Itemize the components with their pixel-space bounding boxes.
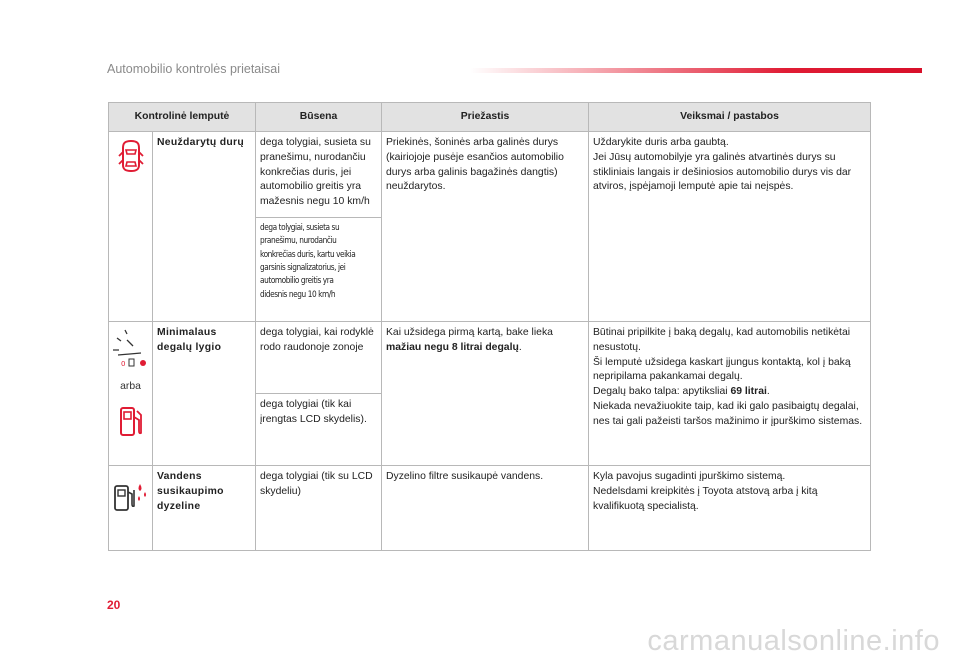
column-header-cause: Priežastis xyxy=(382,103,589,132)
page-section-title: Automobilio kontrolės prietaisai xyxy=(107,62,281,76)
state-text-condensed: dega tolygiai, susieta su pranešimu, nurodančiu konkrečias duris, kartu veikia garsinis signalizatorius, jei automobilio greitis yra didesnis negu 10 km/h xyxy=(260,223,356,300)
icon-cell xyxy=(109,132,153,322)
action-line: Nedelsdami kreipkitės į Toyota atstovą arba į kitą kvalifikuotą specialistą. xyxy=(593,485,818,512)
action-line xyxy=(593,385,866,400)
capacity-text-end: . xyxy=(766,386,770,398)
action-line: Niekada nevažiuokite taip, kad iki galo pasibaigtų degalai, nes tai gali pažeisti taršos mažinimo ir įpurškimo sistemas. xyxy=(593,400,863,427)
light-name: Vandens susikaupimo dyzeline xyxy=(153,466,256,551)
action-line: Uždarykite duris arba gaubtą. xyxy=(593,137,729,148)
fuel-pump-icon xyxy=(118,405,144,439)
state-cell: dega tolygiai, susieta su pranešimu, nurodančiu konkrečias duris, jei automobilio greitis yra mažesnis negu 10 km/h xyxy=(256,132,382,218)
action-cell xyxy=(589,466,871,551)
watermark: carmanualsonline.info xyxy=(647,625,940,657)
column-header-state: Būsena xyxy=(256,103,382,132)
car-door-open-icon xyxy=(118,138,144,174)
cause-cell: Dyzelino filtre susikaupė vandens. xyxy=(382,466,589,551)
capacity-value: 69 litrai xyxy=(730,386,767,398)
column-header-light: Kontrolinė lemputė xyxy=(109,103,256,132)
light-name: Minimalaus degalų lygio xyxy=(153,322,256,466)
icon-cell xyxy=(109,322,153,466)
fuel-gauge-icon xyxy=(113,328,149,368)
svg-text:0: 0 xyxy=(120,360,125,368)
table-row xyxy=(109,132,871,218)
state-cell: dega tolygiai, kai rodyklė rodo raudonoje zonoje xyxy=(256,322,382,394)
capacity-text: Degalų bako talpa: apytiksliai xyxy=(593,386,731,398)
cause-text: Kai užsidega pirmą kartą, bake lieka xyxy=(386,327,553,338)
page-number: 20 xyxy=(107,598,121,612)
table-row xyxy=(109,466,871,551)
table-header-row xyxy=(109,103,871,132)
action-line: Būtinai pripilkite į baką degalų, kad automobilis netikėtai nesustotų. xyxy=(593,327,851,353)
column-header-actions: Veiksmai / pastabos xyxy=(589,103,871,132)
header-accent-bar xyxy=(470,68,922,73)
action-cell xyxy=(589,132,871,322)
cause-text-end: . xyxy=(518,341,522,353)
action-cell xyxy=(589,322,871,466)
table-row xyxy=(109,322,871,394)
light-name: Neuždarytų durų xyxy=(153,132,256,322)
state-cell xyxy=(256,218,382,322)
cause-cell: Priekinės, šoninės arba galinės durys (kairiojoje pusėje esančios automobilio durys arba galinis bagažinės dangtis) neuždarytos. xyxy=(382,132,589,322)
cause-emphasis: mažiau negu 8 litrai degalų xyxy=(386,341,519,353)
warning-lights-table xyxy=(108,102,871,551)
action-line: Ši lemputė užsidega kaskart įjungus kontaktą, kol į baką nepripilama pakankamai degalų. xyxy=(593,356,851,383)
action-line: Kyla pavojus sugadinti įpurškimo sistemą. xyxy=(593,471,786,482)
action-line: Jei Jūsų automobilyje yra galinės atvartinės durys su stikliniais langais ir dešiniosios automobilio durys vis dar atviros, įspėjamoji lemputė apie tai neįspės. xyxy=(593,151,852,193)
cause-cell xyxy=(382,322,589,466)
alternative-label: arba xyxy=(120,380,141,392)
state-cell: dega tolygiai (tik su LCD skydeliu) xyxy=(256,466,382,551)
state-cell: dega tolygiai (tik kai įrengtas LCD skydelis). xyxy=(256,394,382,466)
water-in-diesel-icon xyxy=(113,480,149,514)
icon-cell xyxy=(109,466,153,551)
